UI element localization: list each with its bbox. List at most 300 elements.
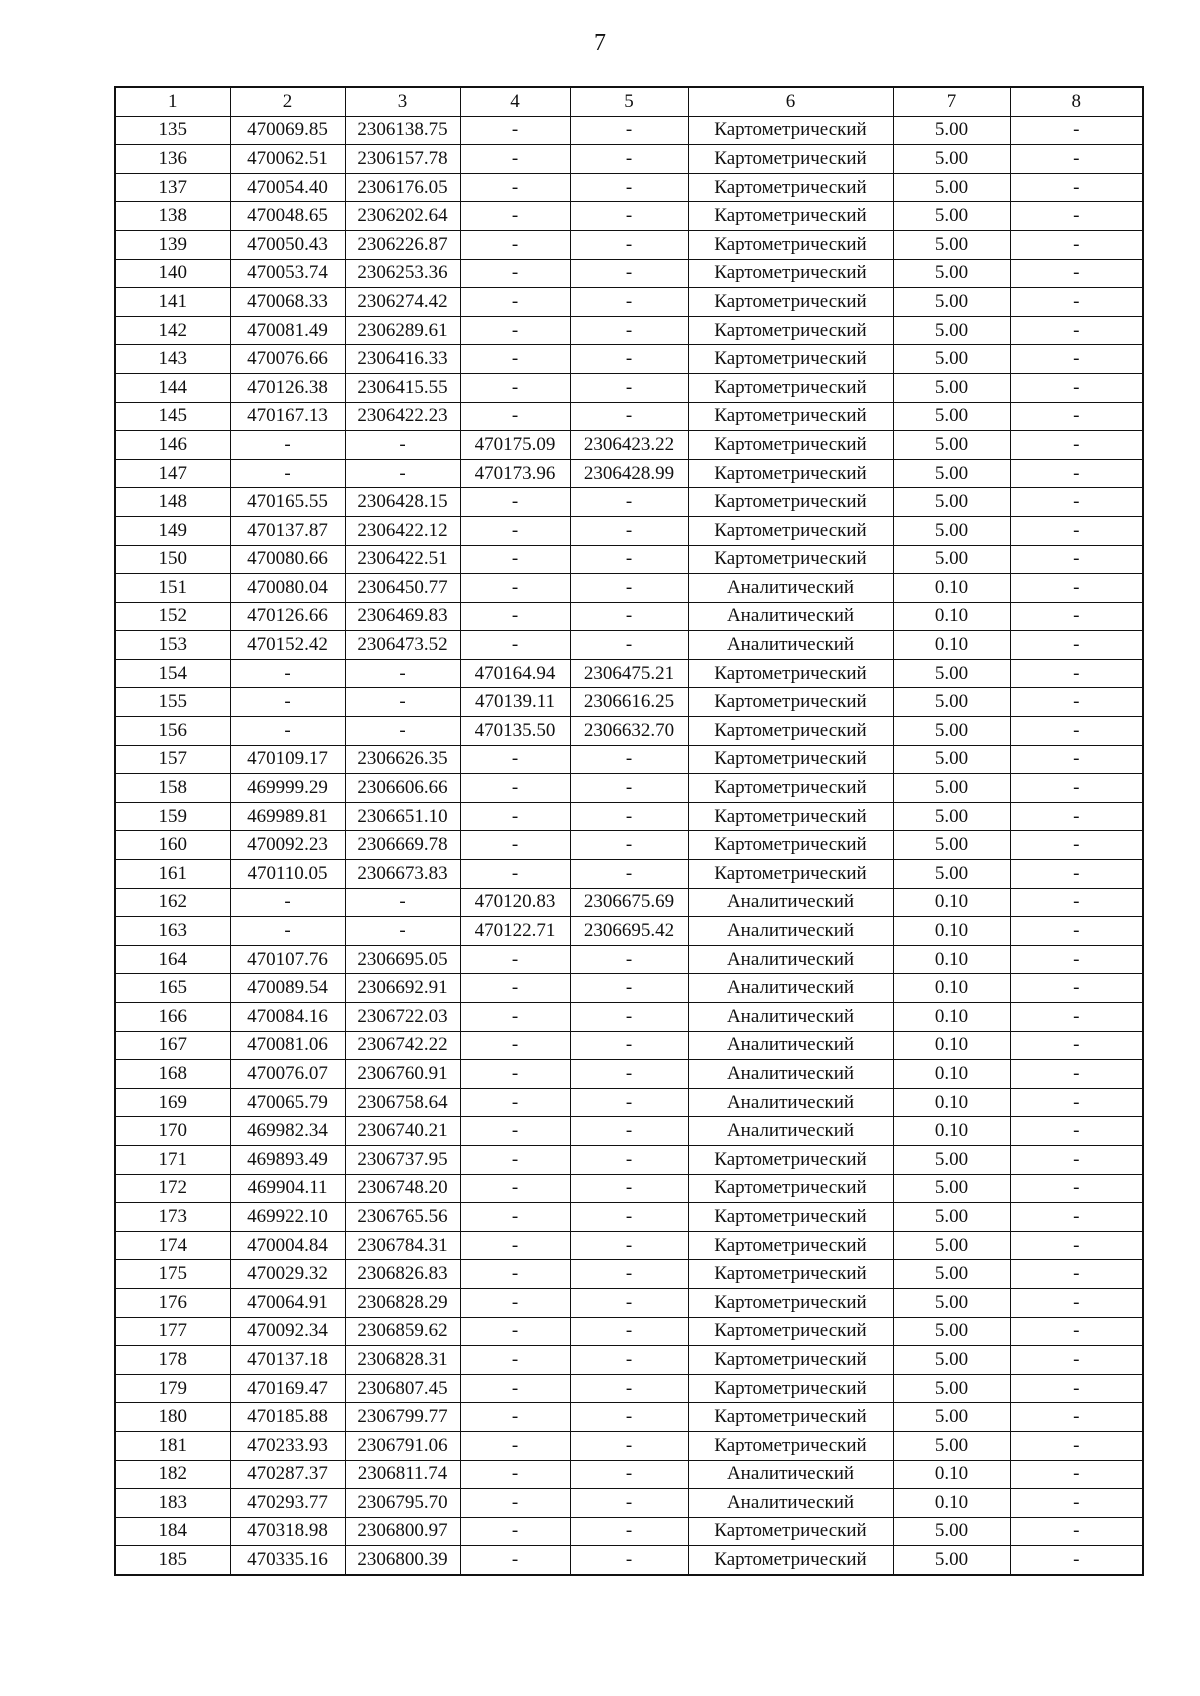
table-row — [115, 259, 1143, 288]
table-cell: - — [345, 717, 460, 746]
table-cell: 152 — [115, 602, 230, 631]
table-row — [115, 1231, 1143, 1260]
table-row — [115, 1060, 1143, 1089]
table-cell: 184 — [115, 1517, 230, 1546]
table-cell: 2306422.51 — [345, 545, 460, 574]
table-cell: Картометрический — [688, 745, 893, 774]
table-cell: Картометрический — [688, 1231, 893, 1260]
table-cell: Картометрический — [688, 288, 893, 317]
table-cell: Картометрический — [688, 688, 893, 717]
table-cell: 0.10 — [893, 1031, 1010, 1060]
column-header: 5 — [570, 87, 688, 116]
table-cell: 2306758.64 — [345, 1088, 460, 1117]
table-cell: - — [460, 831, 570, 860]
table-cell: Картометрический — [688, 1374, 893, 1403]
table-cell: - — [570, 1260, 688, 1289]
table-cell: - — [460, 145, 570, 174]
table-cell: 470164.94 — [460, 659, 570, 688]
table-cell: 0.10 — [893, 917, 1010, 946]
table-cell: 470122.71 — [460, 917, 570, 946]
table-cell: 171 — [115, 1145, 230, 1174]
table-cell: - — [460, 631, 570, 660]
table-cell: - — [1010, 1489, 1143, 1518]
column-header: 1 — [115, 87, 230, 116]
table-cell: 470173.96 — [460, 459, 570, 488]
table-cell: 469999.29 — [230, 774, 345, 803]
table-cell: - — [570, 745, 688, 774]
table-cell: 2306795.70 — [345, 1489, 460, 1518]
table-row — [115, 1088, 1143, 1117]
table-cell: Картометрический — [688, 1288, 893, 1317]
table-cell: 180 — [115, 1403, 230, 1432]
table-cell: 2306632.70 — [570, 717, 688, 746]
table-cell: Аналитический — [688, 1117, 893, 1146]
table-cell: - — [1010, 1431, 1143, 1460]
table-cell: - — [570, 259, 688, 288]
table-row — [115, 173, 1143, 202]
table-cell: - — [1010, 459, 1143, 488]
table-cell: 470048.65 — [230, 202, 345, 231]
table-cell: 470126.66 — [230, 602, 345, 631]
table-cell: Аналитический — [688, 631, 893, 660]
table-cell: 141 — [115, 288, 230, 317]
table-cell: - — [570, 1403, 688, 1432]
table-cell: 2306742.22 — [345, 1031, 460, 1060]
table-cell: 2306428.99 — [570, 459, 688, 488]
table-cell: 5.00 — [893, 1231, 1010, 1260]
table-cell: - — [460, 488, 570, 517]
table-cell: - — [570, 802, 688, 831]
table-cell: 470065.79 — [230, 1088, 345, 1117]
table-cell: - — [460, 1260, 570, 1289]
coordinates-table — [114, 86, 1144, 1576]
table-cell: 2306669.78 — [345, 831, 460, 860]
table-cell: 173 — [115, 1203, 230, 1232]
table-cell: - — [460, 1460, 570, 1489]
table-cell: 2306807.45 — [345, 1374, 460, 1403]
table-cell: - — [460, 116, 570, 145]
table-cell: 2306202.64 — [345, 202, 460, 231]
table-row — [115, 1003, 1143, 1032]
table-cell: 5.00 — [893, 860, 1010, 889]
table-cell: - — [460, 802, 570, 831]
table-cell: 2306791.06 — [345, 1431, 460, 1460]
table-cell: 469922.10 — [230, 1203, 345, 1232]
table-cell: 2306675.69 — [570, 888, 688, 917]
table-cell: - — [1010, 545, 1143, 574]
table-cell: 2306289.61 — [345, 316, 460, 345]
table-cell: - — [1010, 202, 1143, 231]
table-cell: 2306450.77 — [345, 574, 460, 603]
table-cell: 470152.42 — [230, 631, 345, 660]
table-cell: 5.00 — [893, 516, 1010, 545]
table-cell: - — [570, 574, 688, 603]
table-row — [115, 459, 1143, 488]
table-cell: 0.10 — [893, 945, 1010, 974]
table-cell: Картометрический — [688, 1145, 893, 1174]
table-cell: - — [230, 688, 345, 717]
table-cell: Картометрический — [688, 545, 893, 574]
table-cell: 167 — [115, 1031, 230, 1060]
table-row — [115, 402, 1143, 431]
table-cell: - — [460, 1117, 570, 1146]
table-cell: - — [460, 1317, 570, 1346]
table-cell: - — [460, 1403, 570, 1432]
table-cell: - — [1010, 860, 1143, 889]
table-cell: 178 — [115, 1346, 230, 1375]
table-cell: 151 — [115, 574, 230, 603]
table-cell: - — [570, 230, 688, 259]
table-cell: Аналитический — [688, 1489, 893, 1518]
table-header-row — [115, 87, 1143, 116]
table-cell: 157 — [115, 745, 230, 774]
table-cell: - — [1010, 1374, 1143, 1403]
table-cell: - — [570, 545, 688, 574]
table-cell: 470165.55 — [230, 488, 345, 517]
table-cell: - — [1010, 1517, 1143, 1546]
table-cell: Аналитический — [688, 945, 893, 974]
table-cell: - — [1010, 373, 1143, 402]
table-cell: 2306760.91 — [345, 1060, 460, 1089]
table-cell: 5.00 — [893, 1517, 1010, 1546]
table-cell: Аналитический — [688, 602, 893, 631]
table-cell: 470076.66 — [230, 345, 345, 374]
table-cell: - — [1010, 945, 1143, 974]
table-cell: - — [1010, 173, 1143, 202]
table-cell: Картометрический — [688, 1403, 893, 1432]
table-cell: 166 — [115, 1003, 230, 1032]
table-cell: 470110.05 — [230, 860, 345, 889]
table-cell: - — [570, 774, 688, 803]
table-cell: 470064.91 — [230, 1288, 345, 1317]
table-cell: - — [460, 345, 570, 374]
table-cell: - — [1010, 145, 1143, 174]
table-row — [115, 545, 1143, 574]
table-cell: - — [460, 1031, 570, 1060]
table-cell: Картометрический — [688, 116, 893, 145]
table-cell: 145 — [115, 402, 230, 431]
table-cell: 153 — [115, 631, 230, 660]
table-cell: - — [570, 345, 688, 374]
table-cell: - — [1010, 1546, 1143, 1575]
table-row — [115, 230, 1143, 259]
table-cell: - — [1010, 1088, 1143, 1117]
table-cell: 2306740.21 — [345, 1117, 460, 1146]
table-cell: - — [460, 259, 570, 288]
table-cell: 5.00 — [893, 145, 1010, 174]
table-cell: 0.10 — [893, 1088, 1010, 1117]
table-cell: - — [1010, 259, 1143, 288]
table-cell: 5.00 — [893, 1174, 1010, 1203]
table-cell: Картометрический — [688, 431, 893, 460]
table-row — [115, 860, 1143, 889]
table-cell: 5.00 — [893, 659, 1010, 688]
table-cell: - — [460, 1203, 570, 1232]
table-cell: Картометрический — [688, 173, 893, 202]
table-cell: - — [460, 745, 570, 774]
table-row — [115, 1288, 1143, 1317]
table-cell: 5.00 — [893, 288, 1010, 317]
table-cell: 2306828.29 — [345, 1288, 460, 1317]
table-cell: - — [345, 459, 460, 488]
table-row — [115, 774, 1143, 803]
table-row — [115, 431, 1143, 460]
table-cell: - — [1010, 1260, 1143, 1289]
table-cell: 2306428.15 — [345, 488, 460, 517]
table-cell: Картометрический — [688, 1260, 893, 1289]
table-cell: - — [460, 1231, 570, 1260]
table-row — [115, 145, 1143, 174]
table-cell: Картометрический — [688, 259, 893, 288]
table-cell: 470062.51 — [230, 145, 345, 174]
table-cell: - — [230, 431, 345, 460]
table-cell: - — [460, 774, 570, 803]
table-cell: - — [570, 1060, 688, 1089]
table-row — [115, 831, 1143, 860]
table-cell: - — [1010, 1231, 1143, 1260]
table-cell: 2306422.23 — [345, 402, 460, 431]
table-cell: 2306800.97 — [345, 1517, 460, 1546]
table-cell: Картометрический — [688, 659, 893, 688]
table-cell: 2306422.12 — [345, 516, 460, 545]
table-cell: 5.00 — [893, 1145, 1010, 1174]
table-cell: 5.00 — [893, 831, 1010, 860]
table-cell: Аналитический — [688, 1460, 893, 1489]
table-cell: - — [570, 1489, 688, 1518]
table-row — [115, 659, 1143, 688]
table-cell: 5.00 — [893, 1288, 1010, 1317]
table-cell: Картометрический — [688, 230, 893, 259]
table-cell: 5.00 — [893, 116, 1010, 145]
table-cell: Картометрический — [688, 1346, 893, 1375]
table-cell: 162 — [115, 888, 230, 917]
table-cell: - — [570, 402, 688, 431]
table-cell: 2306695.05 — [345, 945, 460, 974]
table-cell: 5.00 — [893, 1403, 1010, 1432]
table-cell: 144 — [115, 373, 230, 402]
column-header: 8 — [1010, 87, 1143, 116]
table-cell: - — [570, 602, 688, 631]
table-row — [115, 1431, 1143, 1460]
table-cell: 5.00 — [893, 402, 1010, 431]
table-cell: Картометрический — [688, 488, 893, 517]
table-cell: 5.00 — [893, 488, 1010, 517]
table-cell: - — [1010, 631, 1143, 660]
table-cell: 5.00 — [893, 745, 1010, 774]
table-cell: 470004.84 — [230, 1231, 345, 1260]
table-cell: 470080.66 — [230, 545, 345, 574]
table-cell: - — [1010, 116, 1143, 145]
table-row — [115, 1346, 1143, 1375]
table-cell: - — [460, 1288, 570, 1317]
table-cell: 172 — [115, 1174, 230, 1203]
table-cell: 2306226.87 — [345, 230, 460, 259]
table-cell: 140 — [115, 259, 230, 288]
table-cell: 470054.40 — [230, 173, 345, 202]
table-cell: 147 — [115, 459, 230, 488]
table-cell: 163 — [115, 917, 230, 946]
table-cell: Аналитический — [688, 1003, 893, 1032]
table-cell: 142 — [115, 316, 230, 345]
table-row — [115, 688, 1143, 717]
table-cell: - — [570, 1088, 688, 1117]
table-cell: 470069.85 — [230, 116, 345, 145]
table-cell: 2306811.74 — [345, 1460, 460, 1489]
table-cell: 470318.98 — [230, 1517, 345, 1546]
table-cell: 156 — [115, 717, 230, 746]
table-cell: - — [460, 373, 570, 402]
table-cell: 2306673.83 — [345, 860, 460, 889]
table-cell: 154 — [115, 659, 230, 688]
table-cell: Картометрический — [688, 516, 893, 545]
table-cell: 5.00 — [893, 1346, 1010, 1375]
table-row — [115, 1317, 1143, 1346]
table-cell: - — [570, 173, 688, 202]
table-cell: - — [460, 1517, 570, 1546]
table-cell: 5.00 — [893, 774, 1010, 803]
table-cell: - — [1010, 1203, 1143, 1232]
table-cell: Картометрический — [688, 345, 893, 374]
table-cell: 470287.37 — [230, 1460, 345, 1489]
table-cell: 469989.81 — [230, 802, 345, 831]
table-cell: Картометрический — [688, 1517, 893, 1546]
table-cell: - — [345, 431, 460, 460]
table-cell: 2306692.91 — [345, 974, 460, 1003]
table-cell: 5.00 — [893, 1546, 1010, 1575]
table-cell: 5.00 — [893, 373, 1010, 402]
table-cell: Аналитический — [688, 888, 893, 917]
table-row — [115, 1546, 1143, 1575]
table-cell: 0.10 — [893, 1003, 1010, 1032]
table-cell: 185 — [115, 1546, 230, 1575]
table-cell: - — [460, 860, 570, 889]
table-cell: 5.00 — [893, 1260, 1010, 1289]
table-cell: 470167.13 — [230, 402, 345, 431]
table-cell: - — [570, 1346, 688, 1375]
table-cell: 469893.49 — [230, 1145, 345, 1174]
table-cell: 148 — [115, 488, 230, 517]
table-cell: 0.10 — [893, 974, 1010, 1003]
table-cell: 0.10 — [893, 574, 1010, 603]
table-row — [115, 488, 1143, 517]
table-row — [115, 1460, 1143, 1489]
table-cell: - — [1010, 717, 1143, 746]
table-cell: 2306606.66 — [345, 774, 460, 803]
table-cell: 2306695.42 — [570, 917, 688, 946]
table-cell: - — [570, 1145, 688, 1174]
table-cell: - — [460, 316, 570, 345]
table-cell: 5.00 — [893, 459, 1010, 488]
table-cell: Картометрический — [688, 373, 893, 402]
table-cell: - — [570, 1517, 688, 1546]
table-row — [115, 1260, 1143, 1289]
table-cell: 164 — [115, 945, 230, 974]
table-cell: 182 — [115, 1460, 230, 1489]
table-cell: - — [1010, 917, 1143, 946]
table-row — [115, 373, 1143, 402]
table-cell: - — [570, 488, 688, 517]
table-body — [115, 116, 1143, 1575]
table-cell: - — [570, 116, 688, 145]
table-cell: 2306859.62 — [345, 1317, 460, 1346]
table-row — [115, 888, 1143, 917]
table-cell: 2306415.55 — [345, 373, 460, 402]
table-cell: - — [570, 631, 688, 660]
table-cell: - — [570, 202, 688, 231]
table-cell: 150 — [115, 545, 230, 574]
table-cell: 470175.09 — [460, 431, 570, 460]
table-cell: - — [1010, 488, 1143, 517]
table-cell: Аналитический — [688, 574, 893, 603]
table-cell: - — [1010, 831, 1143, 860]
table-cell: - — [230, 717, 345, 746]
table-cell: 0.10 — [893, 1117, 1010, 1146]
table-cell: 2306616.25 — [570, 688, 688, 717]
table-cell: - — [345, 917, 460, 946]
table-row — [115, 288, 1143, 317]
table-row — [115, 631, 1143, 660]
table-cell: - — [460, 1088, 570, 1117]
table-cell: 165 — [115, 974, 230, 1003]
table-row — [115, 345, 1143, 374]
table-cell: - — [460, 945, 570, 974]
table-cell: 2306626.35 — [345, 745, 460, 774]
table-cell: - — [1010, 602, 1143, 631]
table-cell: - — [460, 1431, 570, 1460]
table-cell: - — [570, 1031, 688, 1060]
table-row — [115, 116, 1143, 145]
table-row — [115, 202, 1143, 231]
table-cell: 161 — [115, 860, 230, 889]
table-cell: Картометрический — [688, 802, 893, 831]
table-cell: - — [570, 145, 688, 174]
table-cell: - — [570, 316, 688, 345]
table-cell: - — [345, 688, 460, 717]
column-header: 2 — [230, 87, 345, 116]
table-row — [115, 1517, 1143, 1546]
table-cell: 470139.11 — [460, 688, 570, 717]
table-cell: 470293.77 — [230, 1489, 345, 1518]
table-cell: Картометрический — [688, 145, 893, 174]
table-cell: 5.00 — [893, 688, 1010, 717]
table-cell: - — [460, 574, 570, 603]
table-cell: - — [1010, 1346, 1143, 1375]
table-cell: 2306765.56 — [345, 1203, 460, 1232]
table-cell: 2306416.33 — [345, 345, 460, 374]
table-cell: - — [570, 974, 688, 1003]
table-cell: 470050.43 — [230, 230, 345, 259]
table-cell: - — [1010, 230, 1143, 259]
table-cell: - — [570, 1317, 688, 1346]
table-cell: 177 — [115, 1317, 230, 1346]
table-row — [115, 1117, 1143, 1146]
table-cell: - — [345, 659, 460, 688]
table-cell: - — [1010, 1031, 1143, 1060]
table-cell: 470137.18 — [230, 1346, 345, 1375]
table-cell: 470029.32 — [230, 1260, 345, 1289]
table-cell: - — [460, 1060, 570, 1089]
table-cell: - — [570, 945, 688, 974]
table-cell: 470137.87 — [230, 516, 345, 545]
table-cell: - — [1010, 288, 1143, 317]
table-cell: - — [460, 173, 570, 202]
table-cell: 5.00 — [893, 173, 1010, 202]
table-row — [115, 717, 1143, 746]
table-cell: - — [345, 888, 460, 917]
table-cell: - — [1010, 774, 1143, 803]
table-cell: - — [1010, 1145, 1143, 1174]
table-cell: - — [570, 1117, 688, 1146]
